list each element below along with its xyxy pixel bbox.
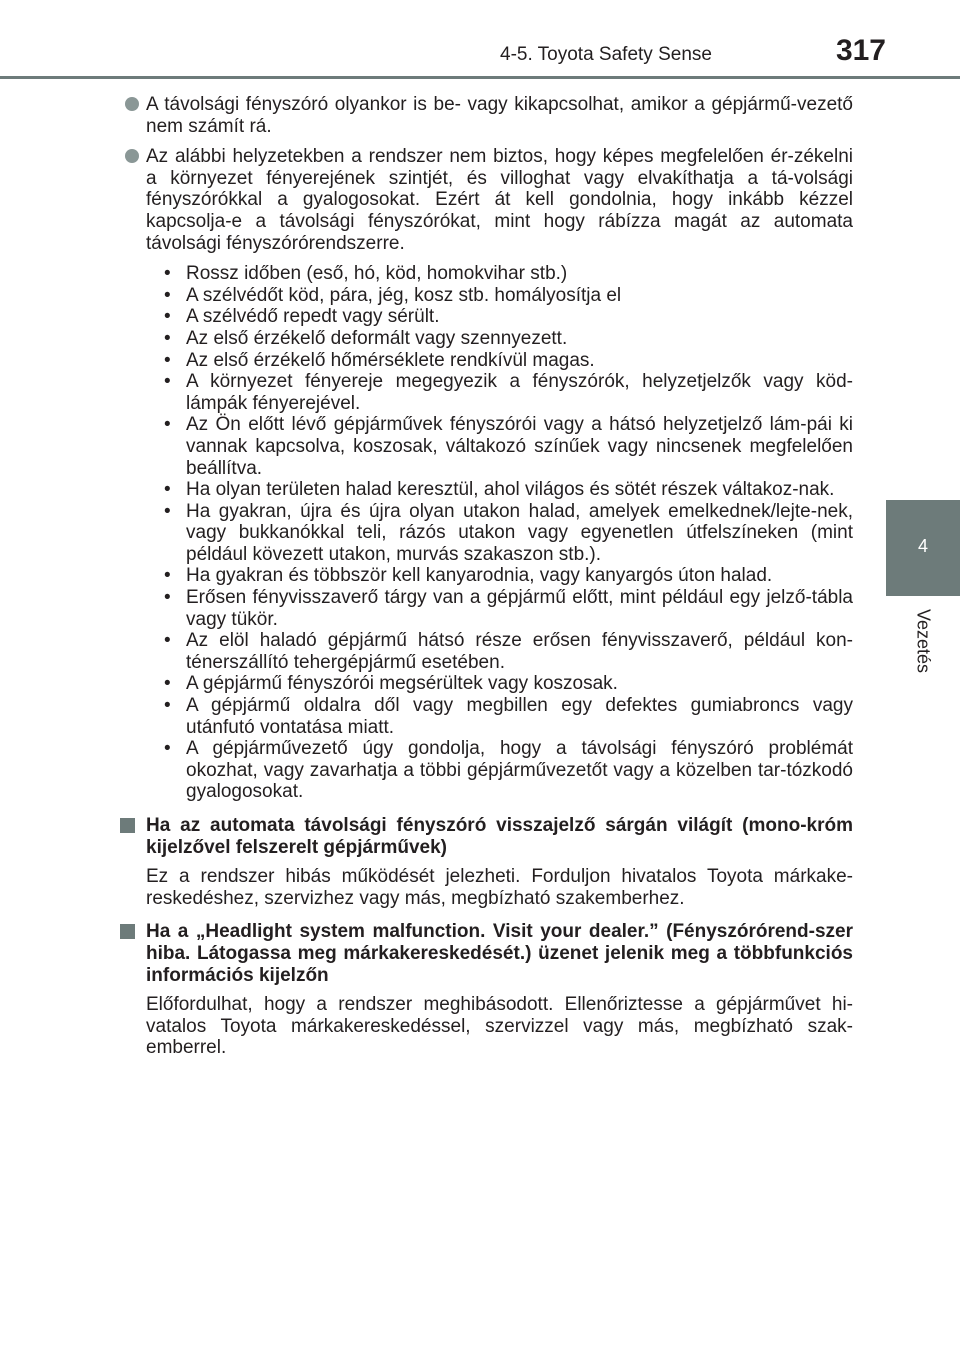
bullet-paragraph	[120, 146, 853, 254]
list-item	[164, 263, 853, 285]
square-bullet-icon	[120, 924, 135, 939]
section-body: Előfordulhat, hogy a rendszer meghibásodott. Ellenőriztesse a gépjárművet hi-vatalos Toyota márkakereskedéssel, szervizzel vagy más, megbízható szak-emberrel.	[146, 994, 853, 1059]
small-bullet-icon: •	[164, 695, 171, 717]
list-item	[164, 630, 853, 673]
list-item	[164, 350, 853, 372]
chapter-number: 4	[917, 536, 928, 556]
list-item	[164, 414, 853, 479]
small-bullet-icon: •	[164, 284, 171, 306]
list-item	[164, 371, 853, 414]
small-bullet-icon: •	[164, 349, 171, 371]
list-item-text: Ha gyakran, újra és újra olyan utakon halad, amelyek emelkednek/lejte-nek, vagy bukkanókkal teli, rázós utakon vagy egyenetlen útfelszíneken (mint például kövezett utakon, murvás szakaszon stb.).	[186, 500, 853, 565]
small-bullet-icon: •	[164, 371, 171, 393]
small-bullet-icon: •	[164, 500, 171, 522]
list-item	[164, 738, 853, 803]
small-bullet-icon: •	[164, 414, 171, 436]
list-item-text: A gépjármű oldalra dől vagy megbillen egy defektes gumiabroncs vagy utánfutó vontatása miatt.	[186, 695, 853, 738]
list-item-text: A környezet fényereje megegyezik a fényszórók, helyzetjelzők vagy köd-lámpák fényerejével.	[186, 371, 853, 414]
section-heading-text: Ha az automata távolsági fényszóró visszajelző sárgán világít (mono-króm kijelzővel felszerelt gépjárművek)	[146, 815, 853, 858]
chapter-tab[interactable]	[886, 500, 960, 596]
list-item-text: Az első érzékelő hőmérséklete rendkívül magas.	[186, 349, 595, 371]
list-item	[164, 479, 853, 501]
list-item	[164, 673, 853, 695]
info-section	[120, 815, 853, 909]
list-item-text: Rossz időben (eső, hó, köd, homokvihar stb.)	[186, 263, 568, 285]
small-bullet-icon: •	[164, 263, 171, 285]
list-item-text: A gépjármű fényszórói megsérültek vagy koszosak.	[186, 673, 618, 695]
main-content	[120, 94, 853, 1059]
list-item-text: Az Ön előtt lévő gépjárművek fényszórói vagy a hátsó helyzetjelző lám-pái ki vannak kapcsolva, koszosak, váltakozó színűek vagy nincsenek megfelelően beállítva.	[186, 414, 853, 479]
section-heading	[120, 921, 853, 986]
condition-list	[120, 263, 853, 803]
page-number: 317	[835, 34, 886, 67]
list-item-text: Ha gyakran és többször kell kanyarodnia, vagy kanyargós úton halad.	[186, 565, 773, 587]
chapter-label-container	[886, 596, 960, 686]
section-title: 4-5. Toyota Safety Sense	[500, 44, 712, 65]
list-item	[164, 306, 853, 328]
section-heading-text: Ha a „Headlight system malfunction. Visit your dealer.” (Fényszórórend-szer hiba. Látogassa meg márkakereskedését.) üzenet jelenik meg a többfunkciós információs kijelzőn	[146, 921, 853, 986]
list-item-text: A gépjárművezető úgy gondolja, hogy a távolsági fényszóró problémát okozhat, vagy zavarhatja a többi gépjárművezetőt vagy a közelben tar-tózkodó gyalogosokat.	[186, 738, 853, 803]
round-bullet-icon	[125, 149, 139, 163]
info-section	[120, 921, 853, 1059]
bullet-text: Az alábbi helyzetekben a rendszer nem biztos, hogy képes megfelelően ér-zékelni a környezet fényerejének szintjét, és villoghat vagy elvakíthatja a tá-volsági fényszórókkal a gyalogosokat. Ezért át kell gondolnia, hogy inkább kézzel kapcsolja-e a távolsági fényszórókat, mint hogy rábízza magát az automata távolsági fényszórórendszerre.	[146, 146, 853, 254]
small-bullet-icon: •	[164, 565, 171, 587]
small-bullet-icon: •	[164, 306, 171, 328]
small-bullet-icon: •	[164, 587, 171, 609]
list-item-text: Az elöl haladó gépjármű hátsó része erősen fényvisszaverő, például kon-ténerszállító tehergépjármű esetében.	[186, 630, 853, 673]
list-item	[164, 285, 853, 307]
list-item	[164, 695, 853, 738]
list-item	[164, 565, 853, 587]
list-item	[164, 501, 853, 566]
small-bullet-icon: •	[164, 630, 171, 652]
chapter-label: Vezetés	[913, 608, 934, 674]
list-item	[164, 587, 853, 630]
header-divider	[0, 76, 960, 79]
list-item-text: Az első érzékelő deformált vagy szennyezett.	[186, 327, 568, 349]
square-bullet-icon	[120, 818, 135, 833]
bullet-text: A távolsági fényszóró olyankor is be- vagy kikapcsolhat, amikor a gépjármű-vezető nem számít rá.	[146, 94, 853, 137]
list-item-text: A szélvédő repedt vagy sérült.	[186, 306, 440, 328]
small-bullet-icon: •	[164, 479, 171, 501]
small-bullet-icon: •	[164, 327, 171, 349]
small-bullet-icon: •	[164, 673, 171, 695]
small-bullet-icon: •	[164, 738, 171, 760]
list-item-text: Ha olyan területen halad keresztül, ahol világos és sötét részek váltakoz-nak.	[186, 479, 835, 501]
list-item	[164, 328, 853, 350]
bullet-paragraph	[120, 94, 853, 137]
list-item-text: Erősen fényvisszaverő tárgy van a gépjármű előtt, mint például egy jelző-tábla vagy tükör.	[186, 587, 853, 630]
section-body: Ez a rendszer hibás működését jelezheti. Forduljon hivatalos Toyota márkake-reskedéshez, szervizhez vagy más, megbízható szakemberhez.	[146, 866, 853, 909]
section-heading	[120, 815, 853, 858]
round-bullet-icon	[125, 97, 139, 111]
list-item-text: A szélvédőt köd, pára, jég, kosz stb. homályosítja el	[186, 284, 622, 306]
